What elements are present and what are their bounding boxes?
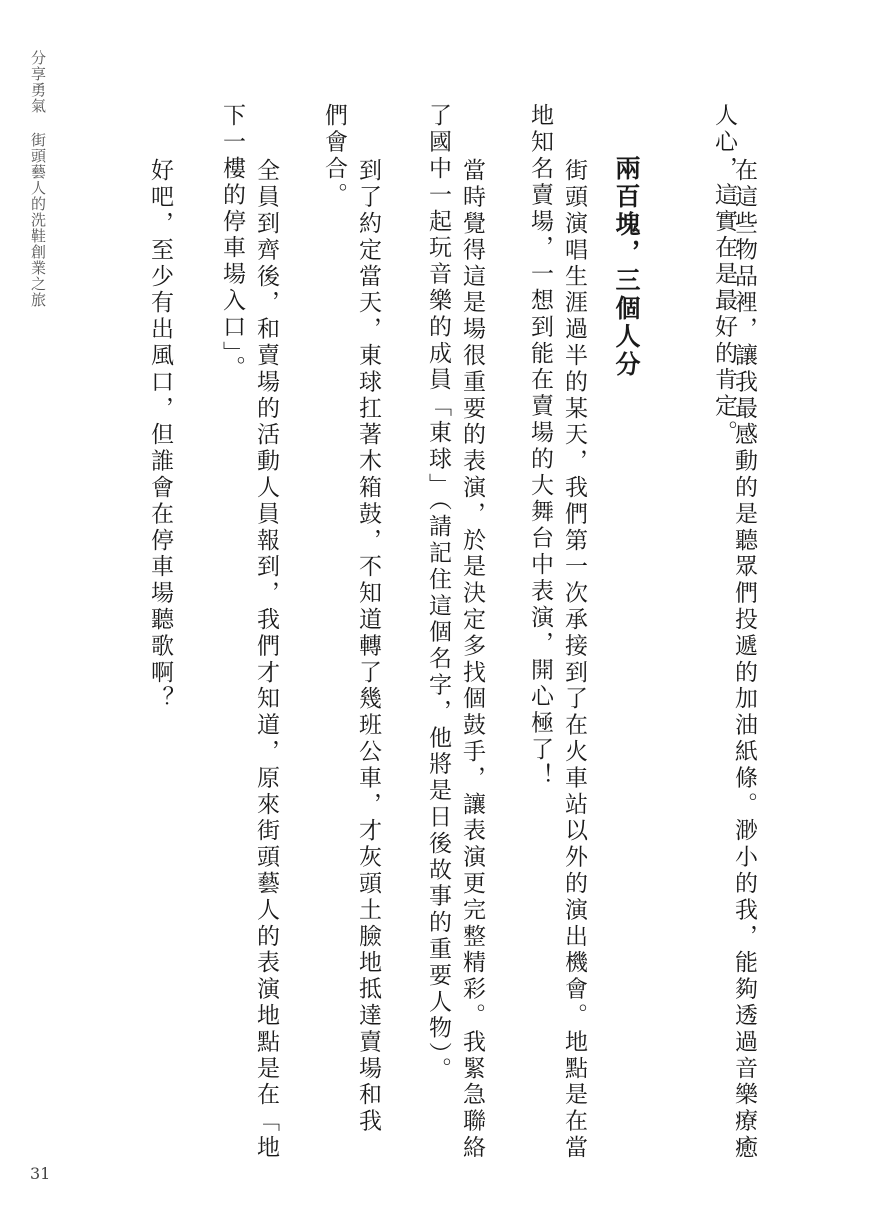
paragraph-3-line-1: 當時覺得這是場很重要的表演，於是決定多找個鼓手，讓表演更完整精彩。我緊急聯絡 (459, 158, 485, 1162)
paragraph-5-line-2: 下一樓的停車場入口」。 (219, 103, 245, 382)
paragraph-1-line-2: 人心，這實在是最好的肯定。 (711, 103, 737, 447)
section-heading: 兩百塊，三個人分 (612, 155, 641, 379)
paragraph-6-line-1: 好吧，至少有出風口，但誰會在停車場聽歌啊？ (147, 158, 173, 713)
paragraph-2-line-1: 街頭演唱生涯過半的某天，我們第一次承接到了在火車站以外的演出機會。地點是在當 (561, 158, 587, 1162)
book-subtitle: 街頭藝人的洗鞋創業之旅 (29, 132, 47, 308)
paragraph-3-line-2: 了國中一起玩音樂的成員「東球」（請記住這個名字，他將是日後故事的重要人物）。 (425, 103, 451, 1084)
paragraph-2-line-2: 地知名賣場，一想到能在賣場的大舞台中表演，開心極了！ (527, 103, 553, 790)
page-number: 31 (30, 1164, 51, 1183)
paragraph-1-line-1: 在這些物品裡，讓我最感動的是聽眾們投遞的加油紙條。渺小的我，能夠透過音樂療癒 (731, 158, 757, 1162)
running-head (28, 50, 49, 308)
paragraph-4-line-2: 們會合。 (321, 103, 347, 209)
paragraph-4-line-1: 到了約定當天，東球扛著木箱鼓，不知道轉了幾班公車，才灰頭土臉地抵達賣場和我 (355, 158, 381, 1135)
paragraph-5-line-1: 全員到齊後，和賣場的活動人員報到，我們才知道，原來街頭藝人的表演地點是在「地 (253, 158, 279, 1162)
book-title: 分享勇氣 (29, 50, 47, 114)
